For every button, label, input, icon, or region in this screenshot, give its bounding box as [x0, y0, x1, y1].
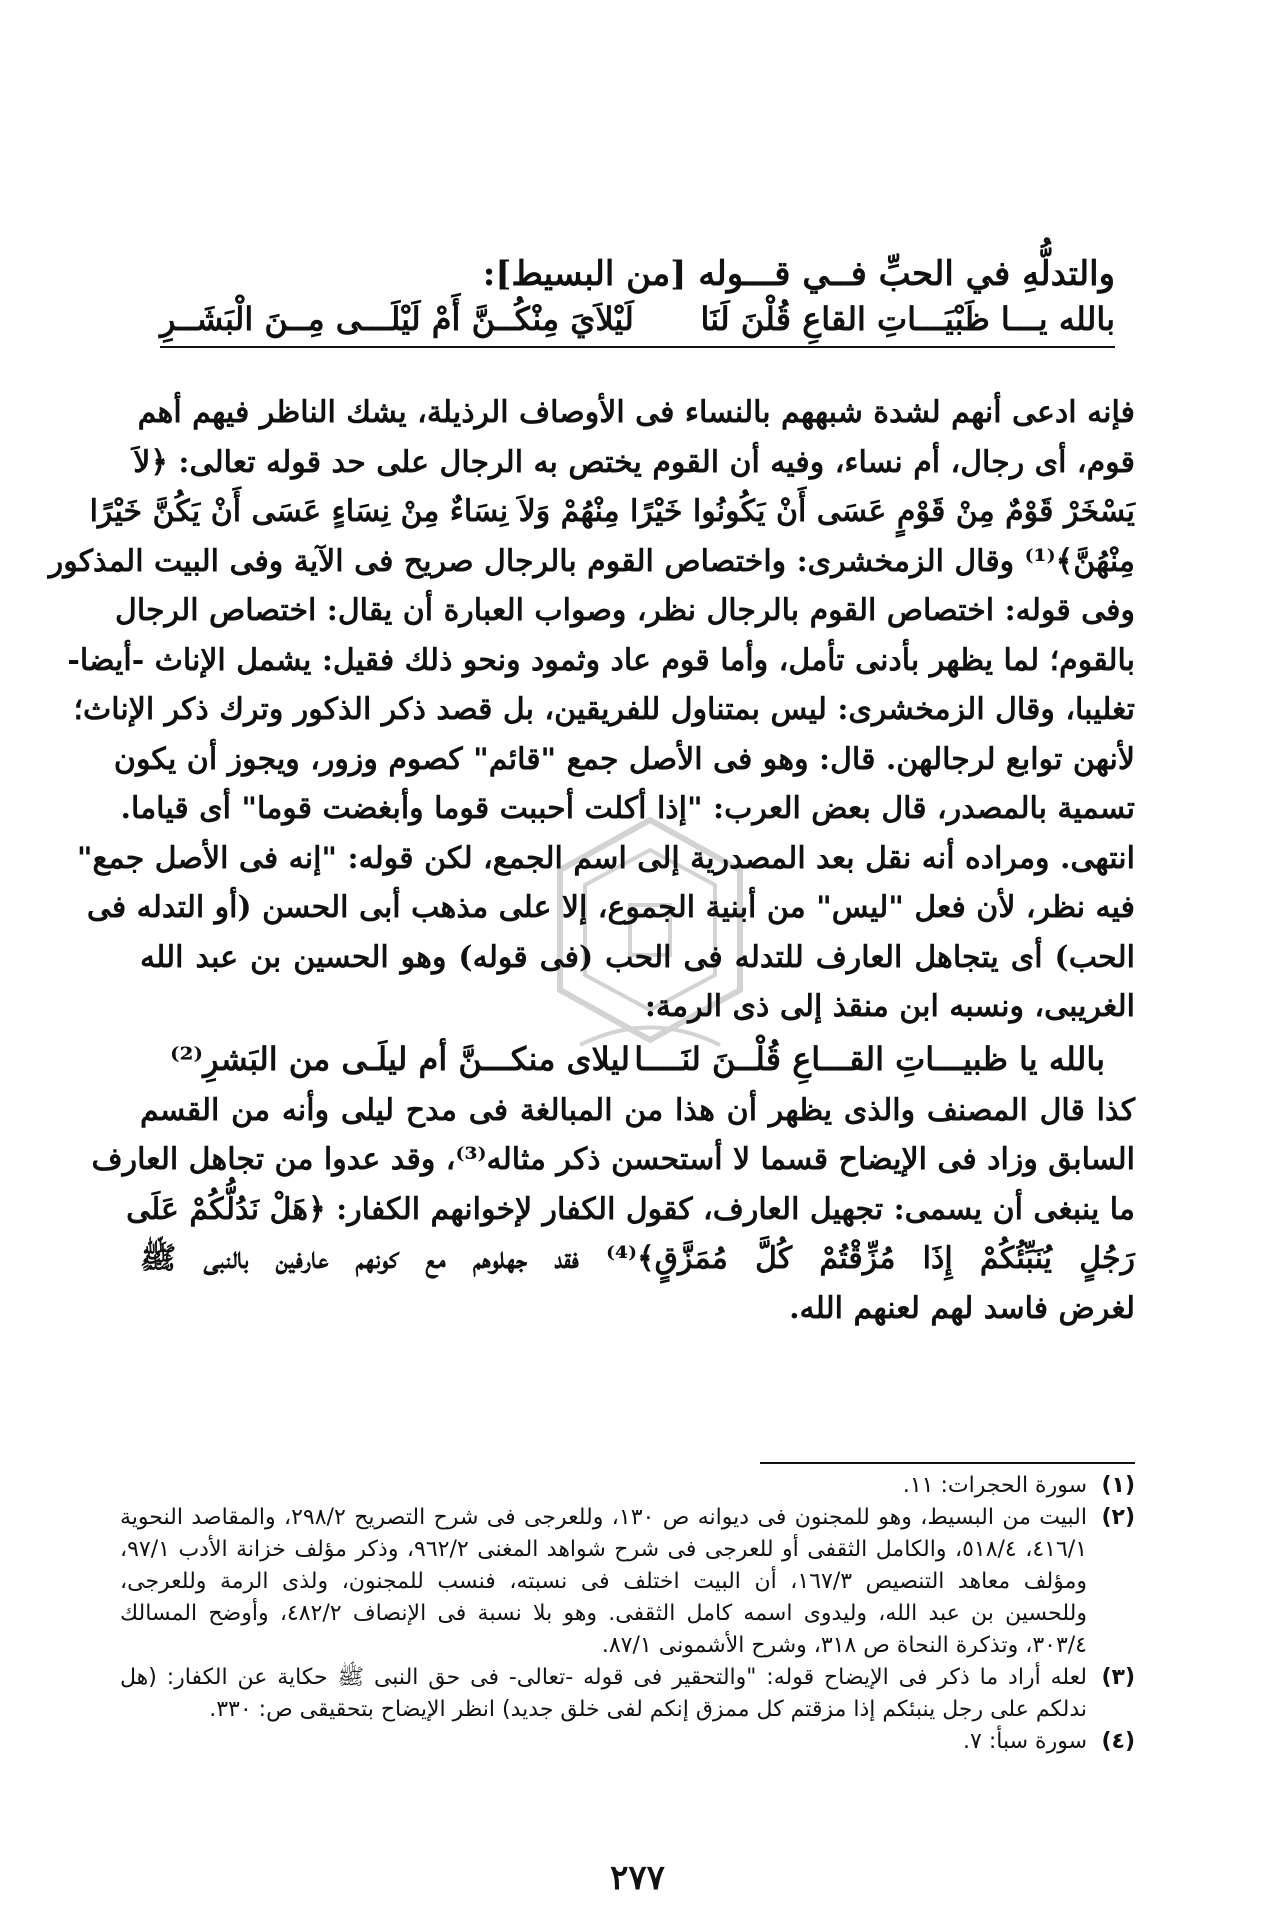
footnote-text: البيت من البسيط، وهو للمجنون فى ديوانه ص ١٣٠، وللعرجى فى شرح التصريح ٢٩٨/٢، والمقاصد النحوية ٤١٦/١، ٥١٨/٤، والكامل الثقفى أو للعرجى فى شرح شواهد المغنى ٩٦٢/٢، وذكر مؤلف خزانة الأدب ٩٧/١، ومؤلف معاهد التنصيص ١٦٧/٣، أن البيت اختلف فى نسبته، فنسب للمجنون، ولذى الرمة وللعرجى، وللحسين بن عبد الله، وليدوى اسمه كامل الثقفى. وهو بلا نسبة فى الإنصاف ٤٨٢/٢، وأوضح المسالك ٣٠٣/٤، وتذكرة النحاة ص ٣١٨، وشرح الأشمونى ٨٧/١.	[120, 1505, 1088, 1658]
footnote	[120, 1502, 1135, 1662]
opening-verse-block	[160, 252, 1115, 348]
verse-second-hemistich: لَيْلاَيَ مِنْكُــنَّ أَمْ لَيْلَـــى مِــنَ الْبَشَــرِ	[160, 300, 634, 338]
footnote-text: سورة الحجرات: ١١.	[902, 1473, 1087, 1498]
text-line: فيه نظر، لأن فعل "ليس" من أبنية الجموع، إلا على مذهب أبى الحسن (أو التدله فى	[86, 890, 1135, 925]
text-line: يَسْخَرْ قَوْمٌ مِنْ قَوْمٍ عَسَى أَنْ يَكُونُوا خَيْرًا مِنْهُمْ وَلاَ نِسَاءٌ مِنْ نِسَاءٍ عَسَى أَنْ يَكُنَّ خَيْرًا	[89, 494, 1135, 529]
verse-first-hemistich: بالله يـــا ظَبْيَـــاتِ القاعِ قُلْنَ لَنَا	[700, 300, 1115, 338]
footnote-number: (٣)	[1101, 1665, 1135, 1690]
footnote	[120, 1662, 1135, 1726]
text-line: بالقوم؛ لما يظهر بأدنى تأمل، وأما قوم عاد وثمود ونحو ذلك فقيل: يشمل الإناث -أيضا-	[67, 642, 1135, 678]
quoted-verse-first-hemistich: بالله يا ظبيـــاتِ القـــاعِ قُلْــنَ لنَــــا	[634, 1039, 1105, 1078]
text-line: السابق وزاد فى الإيضاح قسما لا أستحسن ذكر مثاله⁽³⁾، وقد عدوا من تجاهل العارف	[91, 1142, 1135, 1177]
commentary-body	[48, 388, 1135, 1333]
text-line: تغليبا، وقال الزمخشرى: ليس بمتناول للفريقين، بل قصد ذكر الذكور وترك ذكر الإناث؛	[73, 692, 1135, 727]
quoted-verse-second-hemistich: ليلاى منكـــنَّ أم ليلَـى من البَشرِ⁽²⁾	[170, 1039, 631, 1078]
verse-intro: والتدلُّهِ في الحبِّ فــي قـــوله [من البسيط]:	[482, 254, 1115, 294]
footnotes	[120, 1470, 1135, 1758]
page-number: ٢٧٧	[610, 1858, 665, 1898]
footnote-number: (٤)	[1101, 1729, 1135, 1754]
paragraph-2	[91, 1086, 1135, 1334]
text-line: كذا قال المصنف والذى يظهر أن هذا من المبالغة فى مدح ليلى وأنه من القسم	[140, 1092, 1135, 1128]
footnote-text: لعله أراد ما ذكر فى الإيضاح قوله: "والتحقير فى قوله -تعالى- فى حق النبى ﷺ حكاية عن الكفار: (هل ندلكم على رجل ينبئكم إذا مزقتم كل ممزق إنكم لفى خلق جديد) انظر الإيضاح بتحقيقى ص: ٣٣٠.	[120, 1665, 1087, 1722]
text-line: تسمية بالمصدر، قال بعض العرب: "إذا أكلت أحببت قوما وأبغضت قوما" أى قياما.	[120, 791, 1135, 826]
opening-verse	[160, 296, 1115, 348]
footnote-number: (١)	[1101, 1473, 1135, 1498]
quoted-verse	[140, 1032, 1135, 1086]
text-line: الغريبى، ونسبه ابن منقذ إلى ذى الرمة:	[644, 989, 1135, 1024]
text-line: انتهى. ومراده أنه نقل بعد المصدرية إلى اسم الجمع، لكن قوله: "إنه فى الأصل جمع"	[76, 840, 1135, 876]
text-line: فإنه ادعى أنهم لشدة شبههم بالنساء فى الأوصاف الرذيلة، يشك الناظر فيهم أهم	[137, 395, 1135, 430]
paragraph-1	[48, 388, 1135, 1032]
text-line: لغرض فاسد لهم لعنهم الله.	[789, 1290, 1135, 1326]
text-line: قوم، أى رجال، أم نساء، وفيه أن القوم يختص به الرجال على حد قوله تعالى: ﴿لاَ	[133, 444, 1135, 480]
footnote-divider	[760, 1462, 1135, 1464]
footnote-number: (٢)	[1101, 1505, 1135, 1530]
footnote	[120, 1726, 1135, 1758]
text-line: رَجُلٍ يُنَبِّئُكُمْ إِذَا مُزِّقْتُمْ كُلَّ مُمَزَّقٍ﴾⁽⁴⁾ فقد جهلوهم مع كونهم عارفين بالنبى ﷺ	[140, 1241, 1135, 1276]
text-line: لأنهن توابع لرجالهن. قال: وهو فى الأصل جمع "قائم" كصوم وزور، ويجوز أن يكون	[113, 741, 1135, 777]
footnote-text: سورة سبأ: ٧.	[963, 1729, 1087, 1754]
text-line: وفى قوله: اختصاص القوم بالرجال نظر، وصواب العبارة أن يقال: اختصاص الرجال	[115, 593, 1135, 628]
text-line: ما ينبغى أن يسمى: تجهيل العارف، كقول الكفار لإخوانهم الكفار: ﴿هَلْ نَدُلُّكُمْ عَلَى	[126, 1191, 1135, 1227]
footnote	[120, 1470, 1135, 1502]
text-line: مِنْهُنَّ﴾⁽¹⁾ وقال الزمخشرى: واختصاص القوم بالرجال صريح فى الآية وفى البيت المذكور	[48, 543, 1135, 579]
text-line: الحب) أى يتجاهل العارف للتدله فى الحب (فى قوله) وهو الحسين بن عبد الله	[140, 939, 1135, 975]
